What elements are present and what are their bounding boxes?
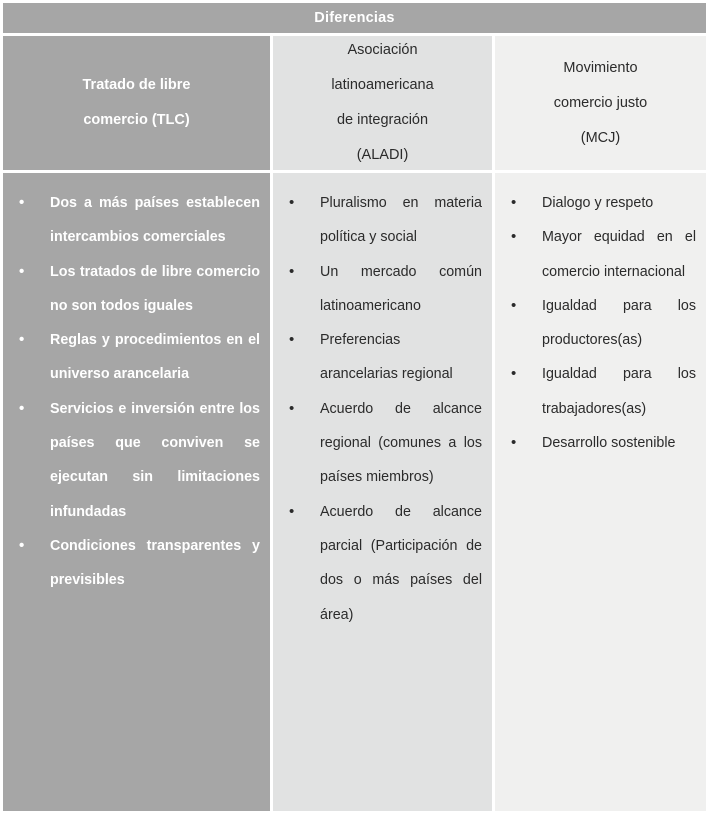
list-item: • Condiciones transparentes y previsibles [19, 529, 260, 598]
list-item: • Pluralismo en materia política y social [289, 186, 482, 255]
body-cell-aladi [273, 173, 492, 811]
header-line: Asociación [347, 42, 418, 58]
header-cell-tlc [3, 36, 270, 170]
header-line: (ALADI) [356, 147, 409, 163]
list-item: • Acuerdo de alcance parcial (Participación de dos o más países del área) [289, 495, 482, 632]
header-cell-mcj [495, 36, 706, 170]
bullet-list-aladi [273, 173, 492, 632]
list-item: • Acuerdo de alcance regional (comunes a los países miembros) [289, 392, 482, 495]
list-item: • Desarrollo sostenible [511, 426, 696, 460]
list-item: • Un mercado común latinoamericano [289, 255, 482, 324]
bullet-list-mcj [495, 173, 706, 460]
header-cell-aladi [273, 36, 492, 170]
header-line: comercio justo [553, 94, 648, 111]
header-line: (MCJ) [580, 129, 621, 146]
list-item: • Dos a más países establecen intercambios comerciales [19, 186, 260, 255]
list-item: • Igualdad para los productores(as) [511, 289, 696, 358]
body-cell-mcj [495, 173, 706, 811]
table-title: Diferencias [314, 10, 395, 26]
list-item: • Preferencias arancelarias regional [289, 323, 482, 392]
list-item: • Reglas y procedimientos en el universo arancelaria [19, 323, 260, 392]
table-body-row [3, 173, 706, 811]
header-line: latinoamericana [331, 77, 434, 93]
header-line: de integración [336, 112, 429, 128]
list-item: • Mayor equidad en el comercio internacional [511, 220, 696, 289]
table-header-row [3, 36, 706, 170]
list-item: • Servicios e inversión entre los países que conviven se ejecutan sin limitaciones infundadas [19, 392, 260, 529]
table-title-row [3, 3, 706, 33]
header-line: Movimiento [563, 59, 638, 76]
list-item: • Igualdad para los trabajadores(as) [511, 357, 696, 426]
header-line: Tratado de libre [82, 77, 191, 93]
body-cell-tlc [3, 173, 270, 811]
list-item: • Dialogo y respeto [511, 186, 696, 220]
list-item: • Los tratados de libre comercio no son todos iguales [19, 255, 260, 324]
bullet-list-tlc [3, 173, 270, 598]
header-line: comercio (TLC) [83, 112, 190, 128]
